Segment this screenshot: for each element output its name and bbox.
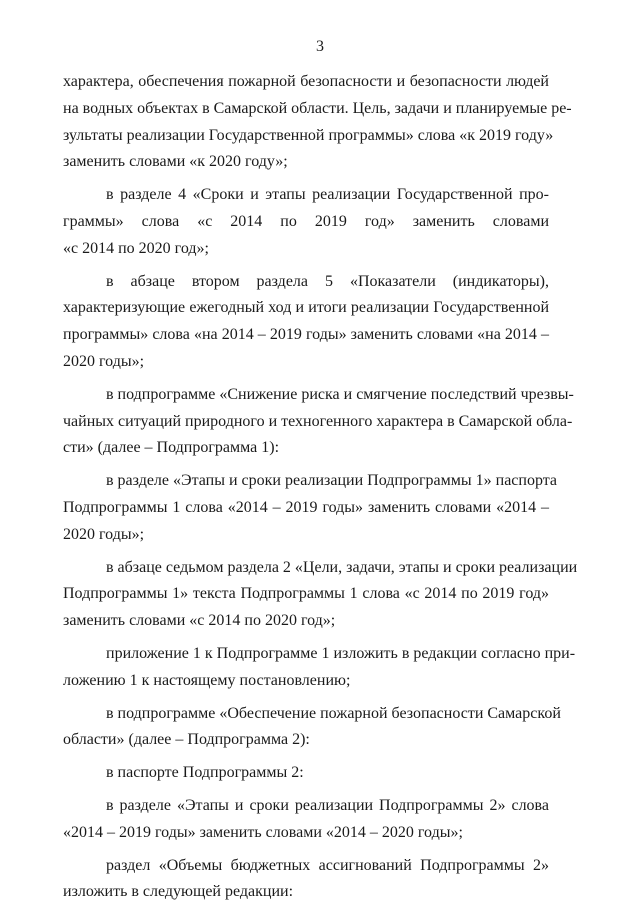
paragraph-10	[63, 793, 549, 847]
text-line: Подпрограммы 1» текста Подпрограммы 1 слова «с 2014 по 2019 год»	[63, 585, 549, 603]
text-line: характеризующие ежегодный ход и итоги реализации Государственной	[63, 299, 549, 317]
text-line: в подпрограмме «Снижение риска и смягчение последствий чрезвы-	[106, 385, 574, 403]
text-line: в абзаце втором раздела 5 «Показатели (индикаторы),	[106, 272, 549, 290]
text-line: ложению 1 к настоящему постановлению;	[63, 671, 351, 689]
paragraph-1	[63, 69, 572, 176]
text-line: Подпрограммы 1 слова «2014 – 2019 годы» заменить словами «2014 –	[63, 498, 549, 516]
text-line: заменить словами «с 2014 по 2020 год»;	[63, 612, 336, 630]
text-line: изложить в следующей редакции:	[63, 883, 294, 901]
paragraph-4	[63, 382, 574, 462]
text-line: 2020 годы»;	[63, 352, 145, 370]
text-line: приложение 1 к Подпрограмме 1 изложить в редакции согласно при-	[106, 644, 576, 662]
text-line: в разделе 4 «Сроки и этапы реализации Государственной про-	[106, 186, 549, 204]
text-line: в разделе «Этапы и сроки реализации Подпрограммы 1» паспорта	[106, 472, 558, 490]
text-line: в разделе «Этапы и сроки реализации Подпрограммы 2» слова	[106, 796, 549, 814]
text-line: области» (далее – Подпрограмма 2):	[63, 731, 310, 749]
paragraph-6	[63, 555, 578, 635]
text-line: заменить словами «к 2020 году»;	[63, 153, 288, 171]
text-line: граммы» слова «с 2014 по 2019 год» заменить словами	[63, 212, 549, 230]
text-line: программы» слова «на 2014 – 2019 годы» заменить словами «на 2014 –	[63, 326, 549, 344]
text-line: характера, обеспечения пожарной безопасности и безопасности людей	[63, 73, 549, 90]
paragraph-3	[63, 269, 549, 376]
text-line: «2014 – 2019 годы» заменить словами «2014 – 2020 годы»;	[63, 823, 463, 841]
text-line: в абзаце седьмом раздела 2 «Цели, задачи, этапы и сроки реализации	[106, 558, 578, 576]
text-line: чайных ситуаций природного и техногенного характера в Самарской обла-	[63, 412, 573, 430]
text-line: в подпрограмме «Обеспечение пожарной безопасности Самарской	[106, 704, 561, 722]
text-line: в паспорте Подпрограммы 2:	[106, 764, 304, 782]
text-line: раздел «Объемы бюджетных ассигнований Подпрограммы 2»	[106, 856, 549, 874]
document-body	[63, 69, 578, 906]
text-line: на водных объектах в Самарской области. Цель, задачи и планируемые ре-	[63, 99, 572, 117]
text-line: «с 2014 по 2020 год»;	[63, 239, 209, 257]
text-line: сти» (далее – Подпрограмма 1):	[63, 439, 280, 457]
page-number: 3	[316, 38, 324, 55]
text-line: зультаты реализации Государственной программы» слова «к 2019 году»	[63, 126, 554, 144]
paragraph-2	[63, 182, 549, 262]
paragraph-11	[63, 853, 549, 906]
paragraph-7	[63, 641, 576, 695]
paragraph-8	[63, 701, 561, 755]
paragraph-9	[63, 760, 549, 787]
paragraph-5	[63, 468, 558, 548]
text-line: 2020 годы»;	[63, 525, 145, 543]
